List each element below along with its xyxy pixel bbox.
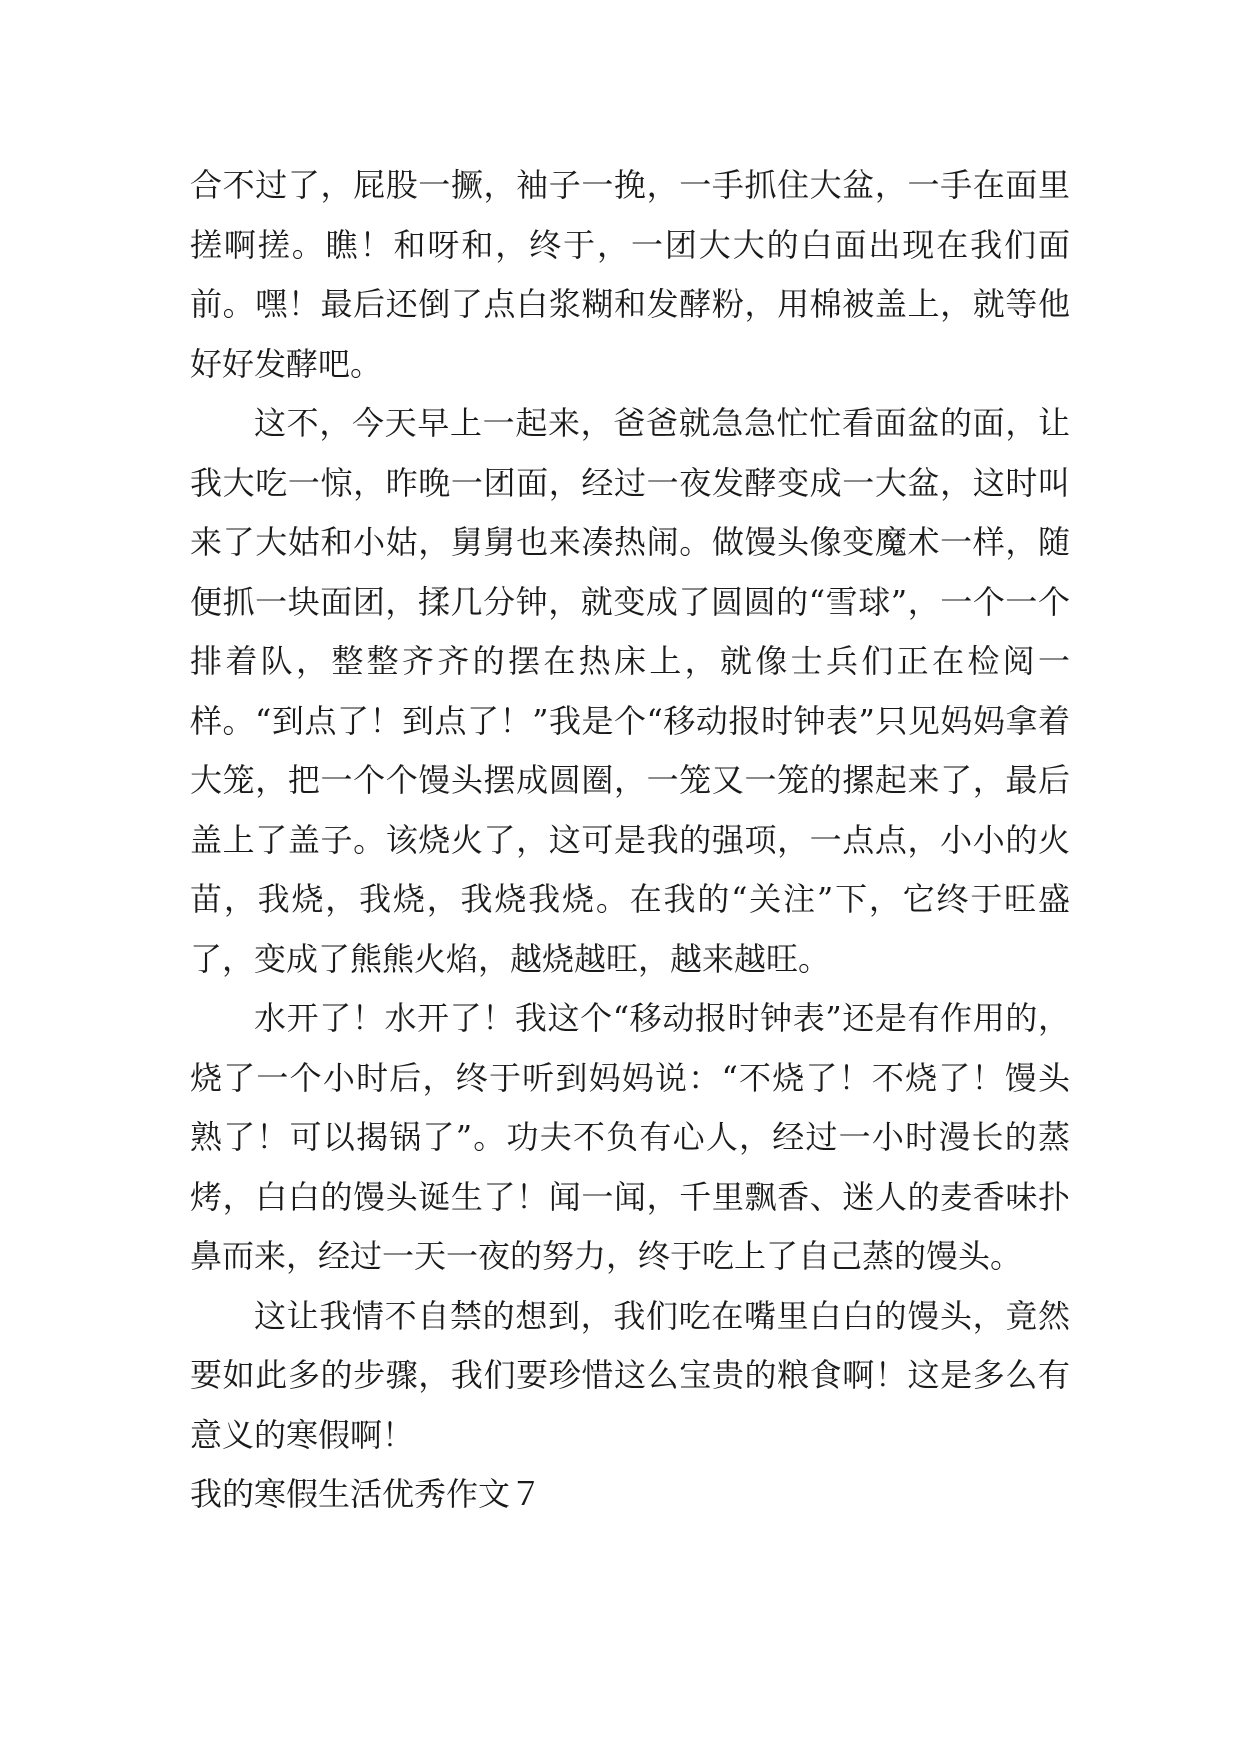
paragraph-2: 这不，今天早上一起来，爸爸就急急忙忙看面盆的面，让我大吃一惊，昨晚一团面，经过一夜发酵变成一大盆，这时叫来了大姑和小姑，舅舅也来凑热闹。做馒头像变魔术一样，随便抓一块面团，揉几分钟，就变成了圆圆的“雪球”，一个一个排着队，整整齐齐的摆在热床上，就像士兵们正在检阅一样。“到点了！到点了！”我是个“移动报时钟表”只见妈妈拿着大笼，把一个个馒头摆成圆圈，一笼又一笼的摞起来了，最后盖上了盖子。该烧火了，这可是我的强项，一点点，小小的火苗，我烧，我烧，我烧我烧。在我的“关注”下，它终于旺盛了，变成了熊熊火焰，越烧越旺，越来越旺。 [190,404,1070,978]
document-body [190,156,1070,1525]
paragraph-3: 水开了！水开了！我这个“移动报时钟表”还是有作用的，烧了一个小时后，终于听到妈妈说：“不烧了！不烧了！馒头熟了！可以揭锅了”。功夫不负有心人，经过一小时漫长的蒸烤，白白的馒头诞生了！闻一闻，千里飘香、迷人的麦香味扑鼻而来，经过一天一夜的努力，终于吃上了自己蒸的馒头。 [190,999,1070,1275]
section-heading: 我的寒假生活优秀作文７ [190,1475,543,1513]
paragraph-4: 这让我情不自禁的想到，我们吃在嘴里白白的馒头，竟然要如此多的步骤，我们要珍惜这么宝贵的粮食啊！这是多么有意义的寒假啊！ [190,1296,1070,1454]
paragraph-1: 合不过了，屁股一撅，袖子一挽，一手抓住大盆，一手在面里搓啊搓。瞧！和呀和，终于，一团大大的白面出现在我们面前。嘿！最后还倒了点白浆糊和发酵粉，用棉被盖上，就等他好好发酵吧。 [190,166,1070,383]
